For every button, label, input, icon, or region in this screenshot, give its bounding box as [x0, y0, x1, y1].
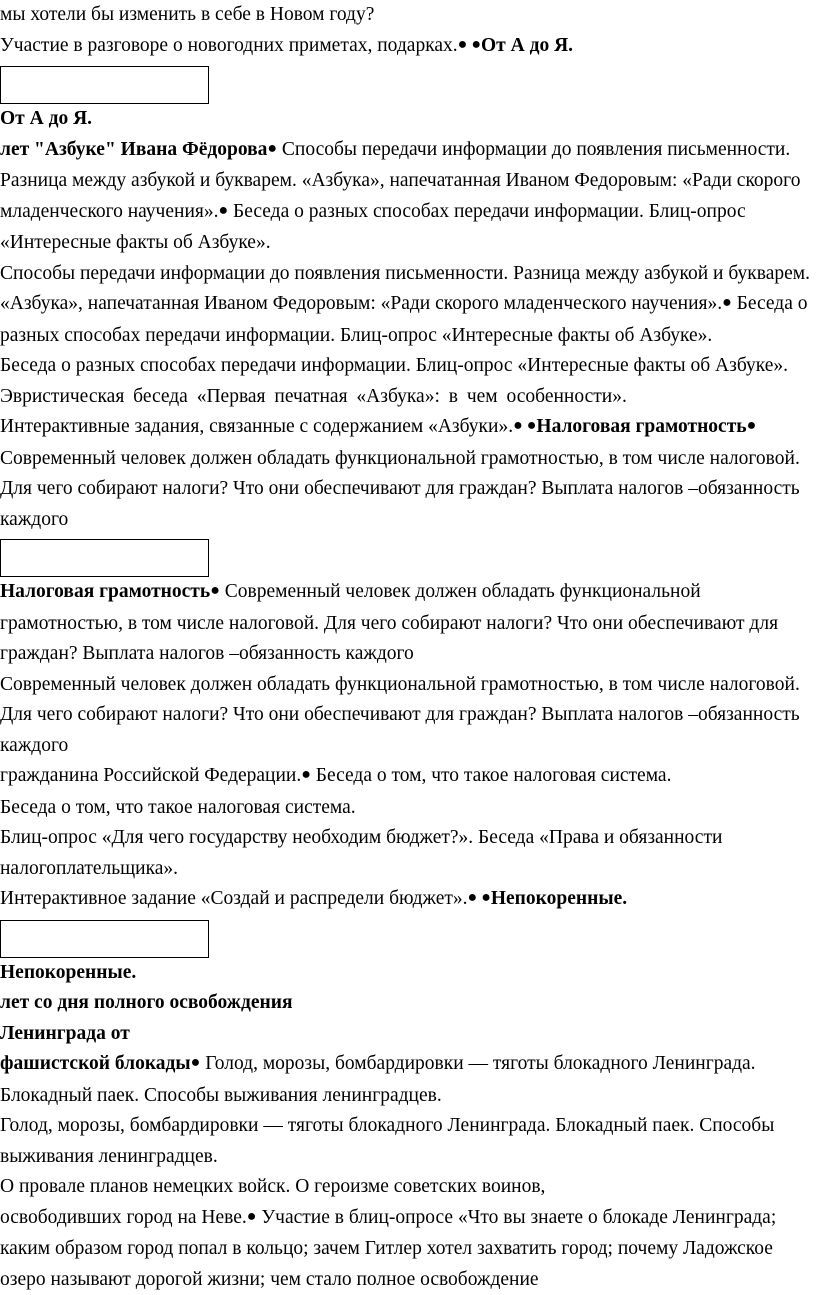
paragraph: фашистской блокады● Голод, морозы, бомбардировки — тяготы блокадного Ленинграда. Блокадный паек. Способы выживания ленинградцев.	[0, 1049, 810, 1111]
section-subtitle: лет со дня полного освобождения	[0, 988, 810, 1019]
paragraph: Интерактивные задания, связанные с содержанием «Азбуки».● ●Налоговая грамотность● Современный человек должен обладать функциональной грамотностью, в том числе налоговой. Для чего собирают налоги? Что они обеспечивают для граждан? Выплата налогов –обязанность каждого	[0, 412, 810, 535]
bullet-icon: ● ●	[513, 417, 536, 434]
section-title: От А до Я.	[0, 104, 810, 135]
paragraph: Эвристическая беседа «Первая печатная «Азбука»: в чем особенности».	[0, 382, 810, 413]
paragraph: Голод, морозы, бомбардировки — тяготы блокадного Ленинграда. Блокадный паек. Способы выживания ленинградцев.	[0, 1111, 810, 1172]
paragraph: О провале планов немецких войск. О героизме советских воинов,	[0, 1172, 810, 1203]
section-subtitle: Ленинграда от	[0, 1019, 810, 1050]
paragraph: Налоговая грамотность● Современный человек должен обладать функциональной грамотностью, в том числе налоговой. Для чего собирают налоги? Что они обеспечивают для граждан? Выплата налогов –обязанность каждого	[0, 577, 810, 670]
empty-table-cell	[0, 66, 209, 104]
bullet-icon: ●	[219, 202, 229, 219]
empty-table-cell	[0, 920, 209, 958]
empty-table-cell	[0, 539, 209, 577]
paragraph: гражданина Российской Федерации.● Беседа о том, что такое налоговая система.	[0, 761, 810, 793]
bullet-icon: ●	[267, 140, 277, 157]
text: мы хотели бы изменить в себе в Новом году?	[0, 4, 374, 25]
bullet-icon: ●	[301, 766, 311, 783]
text: Участие в разговоре о новогодних приметах, подарках.	[0, 35, 458, 56]
bullet-icon: ●	[210, 582, 220, 599]
bullet-icon: ● ●	[468, 889, 491, 906]
bullet-icon: ●	[247, 1208, 257, 1225]
bullet-icon: ●	[191, 1054, 201, 1071]
section-title: Непокоренные.	[0, 958, 810, 989]
text-line	[0, 31, 810, 63]
paragraph: Интерактивное задание «Создай и распредели бюджет».● ●Непокоренные.	[0, 884, 810, 916]
bullet-icon: ●	[747, 417, 757, 434]
paragraph: Современный человек должен обладать функциональной грамотностью, в том числе налоговой. Для чего собирают налоги? Что они обеспечивают для граждан? Выплата налогов –обязанность каждого	[0, 670, 810, 762]
bold-heading: От А до Я.	[481, 35, 573, 56]
paragraph: лет "Азбуке" Ивана Фёдорова● Способы передачи информации до появления письменности. Разница между азбукой и букварем. «Азбука», напечатанная Иваном Федоровым: «Ради скорого младенческого научения».● Беседа о разных способах передачи информации. Блиц-опрос «Интересные факты об Азбуке».	[0, 135, 810, 259]
paragraph: освободивших город на Неве.● Участие в блиц-опросе «Что вы знаете о блокаде Ленинграда; каким образом город попал в кольцо; зачем Гитлер хотел захватить город; почему Ладожское озеро называют дорогой жизни; чем стало полное освобождение	[0, 1203, 810, 1295]
paragraph: Блиц-опрос «Для чего государству необходим бюджет?». Беседа «Права и обязанности налогоплательщика».	[0, 823, 810, 884]
text-line	[0, 0, 810, 31]
bullet-icon: ● ●	[458, 36, 481, 53]
paragraph: Беседа о том, что такое налоговая система.	[0, 793, 810, 824]
paragraph: Способы передачи информации до появления письменности. Разница между азбукой и букварем. «Азбука», напечатанная Иваном Федоровым: «Ради скорого младенческого научения».● Беседа о разных способах передачи информации. Блиц-опрос «Интересные факты об Азбуке».	[0, 259, 810, 352]
paragraph: Беседа о разных способах передачи информации. Блиц-опрос «Интересные факты об Азбуке».	[0, 351, 810, 382]
bullet-icon: ●	[722, 294, 732, 311]
